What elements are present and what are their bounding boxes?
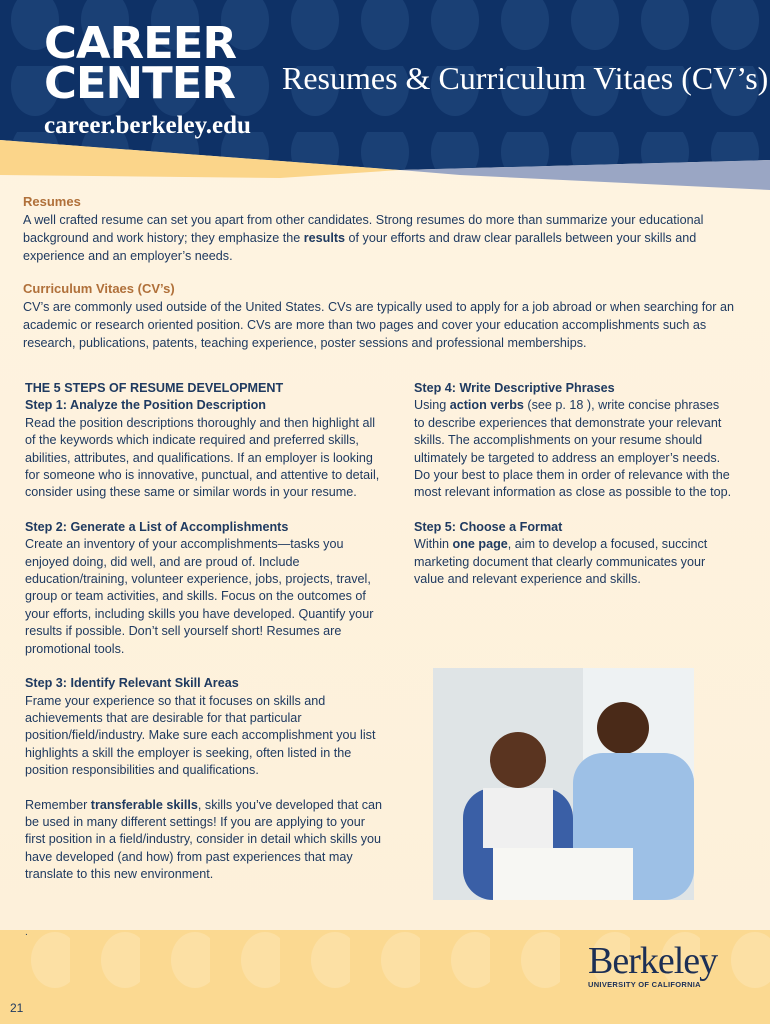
logo-line1: CAREER <box>44 18 236 69</box>
step-text: Create an inventory of your accomplishments—tasks you enjoyed doing, did well, and are proud of. Include education/training, volunteer experience, jobs, projects, travel, group or team activities, and skills. Focus on the outcomes of your efforts, including skills you have developed. Quantify your results if possible. Don’t sell yourself short! Resumes are promotional tools. <box>25 537 374 656</box>
step-text: Frame your experience so that it focuses on skills and achievements that are desirable for that particular position/field/industry. Make sure each accomplishment you list highlights a skill the employer is seeking, often listed in the position responsibilities and qualifications. <box>25 693 376 778</box>
right-column <box>414 380 732 605</box>
step-title: Step 3: Identify Relevant Skill Areas <box>25 676 239 691</box>
transferable-skills-note <box>25 797 387 884</box>
bold-text: transferable skills <box>90 797 198 812</box>
bold-text: one page <box>452 537 508 552</box>
text: , aim to develop a focused, succinct marketing document that clearly communicates your value and relevant experience and skills. <box>414 537 708 587</box>
step-title: Step 4: Write Descriptive Phrases <box>414 381 615 395</box>
photo-illustration <box>433 668 694 900</box>
page-number: 21 <box>10 1001 24 1015</box>
step-3 <box>25 675 387 779</box>
step-title: Step 5: Choose a Format <box>414 519 563 534</box>
logo-line2: CENTER <box>44 58 235 109</box>
berkeley-logo <box>588 942 717 989</box>
resumes-section <box>23 193 743 265</box>
text: (see p. 18 ), write concise phrases to describe experiences that demonstrate your relevant skills. The accomplishments on your resume should ultimately be targeted to address an employer’s needs. Do your best to place them in order of relevance with the most relevant information as close as possible to the top. <box>414 398 732 500</box>
left-column <box>25 380 387 884</box>
berkeley-subtitle: UNIVERSITY OF CALIFORNIA <box>588 980 701 989</box>
bold-text: action verbs <box>449 398 524 413</box>
resumes-text <box>23 211 743 265</box>
steps-heading: THE 5 STEPS OF RESUME DEVELOPMENT <box>25 381 284 395</box>
career-center-logo <box>44 18 251 140</box>
logo-url: career.berkeley.edu <box>44 112 251 139</box>
step-title: Step 2: Generate a List of Accomplishments <box>25 519 289 534</box>
students-photo <box>433 668 694 900</box>
header-banner <box>0 0 770 215</box>
step-5 <box>414 519 732 589</box>
text: A well crafted resume can set you apart from other candidates. Strong resumes do more than summarize your educational background and work history; they emphasize the <box>23 213 704 245</box>
text: , skills you’ve developed that can be used in many different settings! If you are applying to your first position in a field/industry, consider in detail which skills you have developed (and how) from past experiences that may translate to this new environment. <box>25 797 383 882</box>
text: of your efforts and draw clear parallels between your skills and experience and an employer’s needs. <box>23 231 697 263</box>
text: Remember <box>25 797 91 812</box>
cv-section <box>23 280 743 352</box>
step-text: Read the position descriptions thoroughly and then highlight all of the keywords which indicate required and preferred skills, abilities, attributes, and qualifications. If an employer is looking for someone who is innovative, punctual, and attentive to detail, consider using these same or similar words in your resume. <box>25 415 380 500</box>
bold-text: results <box>303 231 346 245</box>
berkeley-wordmark: Berkeley <box>588 940 718 982</box>
step-title: Step 1: Analyze the Position Description <box>25 398 266 413</box>
step-1 <box>25 397 387 501</box>
text: Using <box>414 398 450 413</box>
cv-text: CV’s are commonly used outside of the United States. CVs are typically used to apply for a job abroad or when searching for an academic or research oriented position. CVs are more than two pages and cover your education accomplishments such as research, publications, patents, teaching experience, poster sessions and professional memberships. <box>23 300 734 350</box>
step-4 <box>414 380 732 502</box>
resumes-heading: Resumes <box>23 194 81 209</box>
page-title: Resumes & Curriculum Vitaes (CV’s) <box>282 60 769 96</box>
stray-dot: . <box>25 927 28 938</box>
text: Within <box>414 537 453 552</box>
step-2 <box>25 519 387 658</box>
cv-heading: Curriculum Vitaes (CV’s) <box>23 281 175 296</box>
